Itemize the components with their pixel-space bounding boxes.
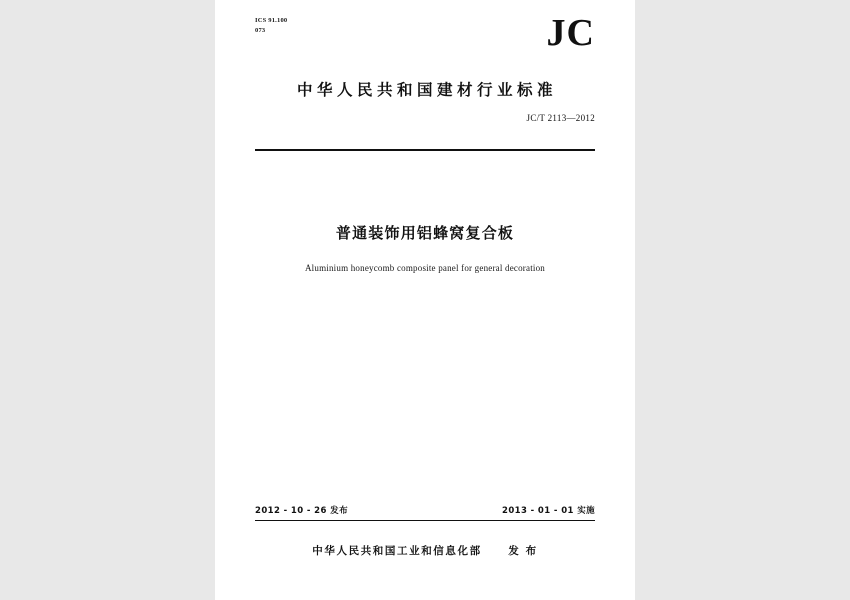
dates-divider [255, 520, 595, 521]
dates-row [255, 504, 595, 516]
document-title-english: Aluminium honeycomb composite panel for general decoration [304, 263, 546, 273]
publisher-line [215, 543, 635, 558]
ccs-code: 073 [255, 26, 266, 34]
document-title-chinese: 普通装饰用铝蜂窝复合板 [335, 224, 515, 242]
standard-cover-sheet [215, 0, 635, 600]
standard-number: JC/T 2113—2012 [526, 113, 595, 123]
ics-code: ICS 91.100 [255, 17, 288, 24]
publisher-action: 发 布 [508, 545, 538, 557]
issue-date: 2012 - 10 - 26 发布 [255, 506, 348, 516]
jc-logo: JC [546, 12, 595, 54]
header-divider [255, 149, 595, 151]
implementation-date: 2013 - 01 - 01 实施 [502, 506, 595, 516]
issuing-organization-title: 中华人民共和国建材行业标准 [296, 81, 557, 99]
cover-content [215, 0, 635, 600]
publisher-name: 中华人民共和国工业和信息化部 [312, 545, 482, 557]
ics-classification-block [255, 16, 287, 36]
